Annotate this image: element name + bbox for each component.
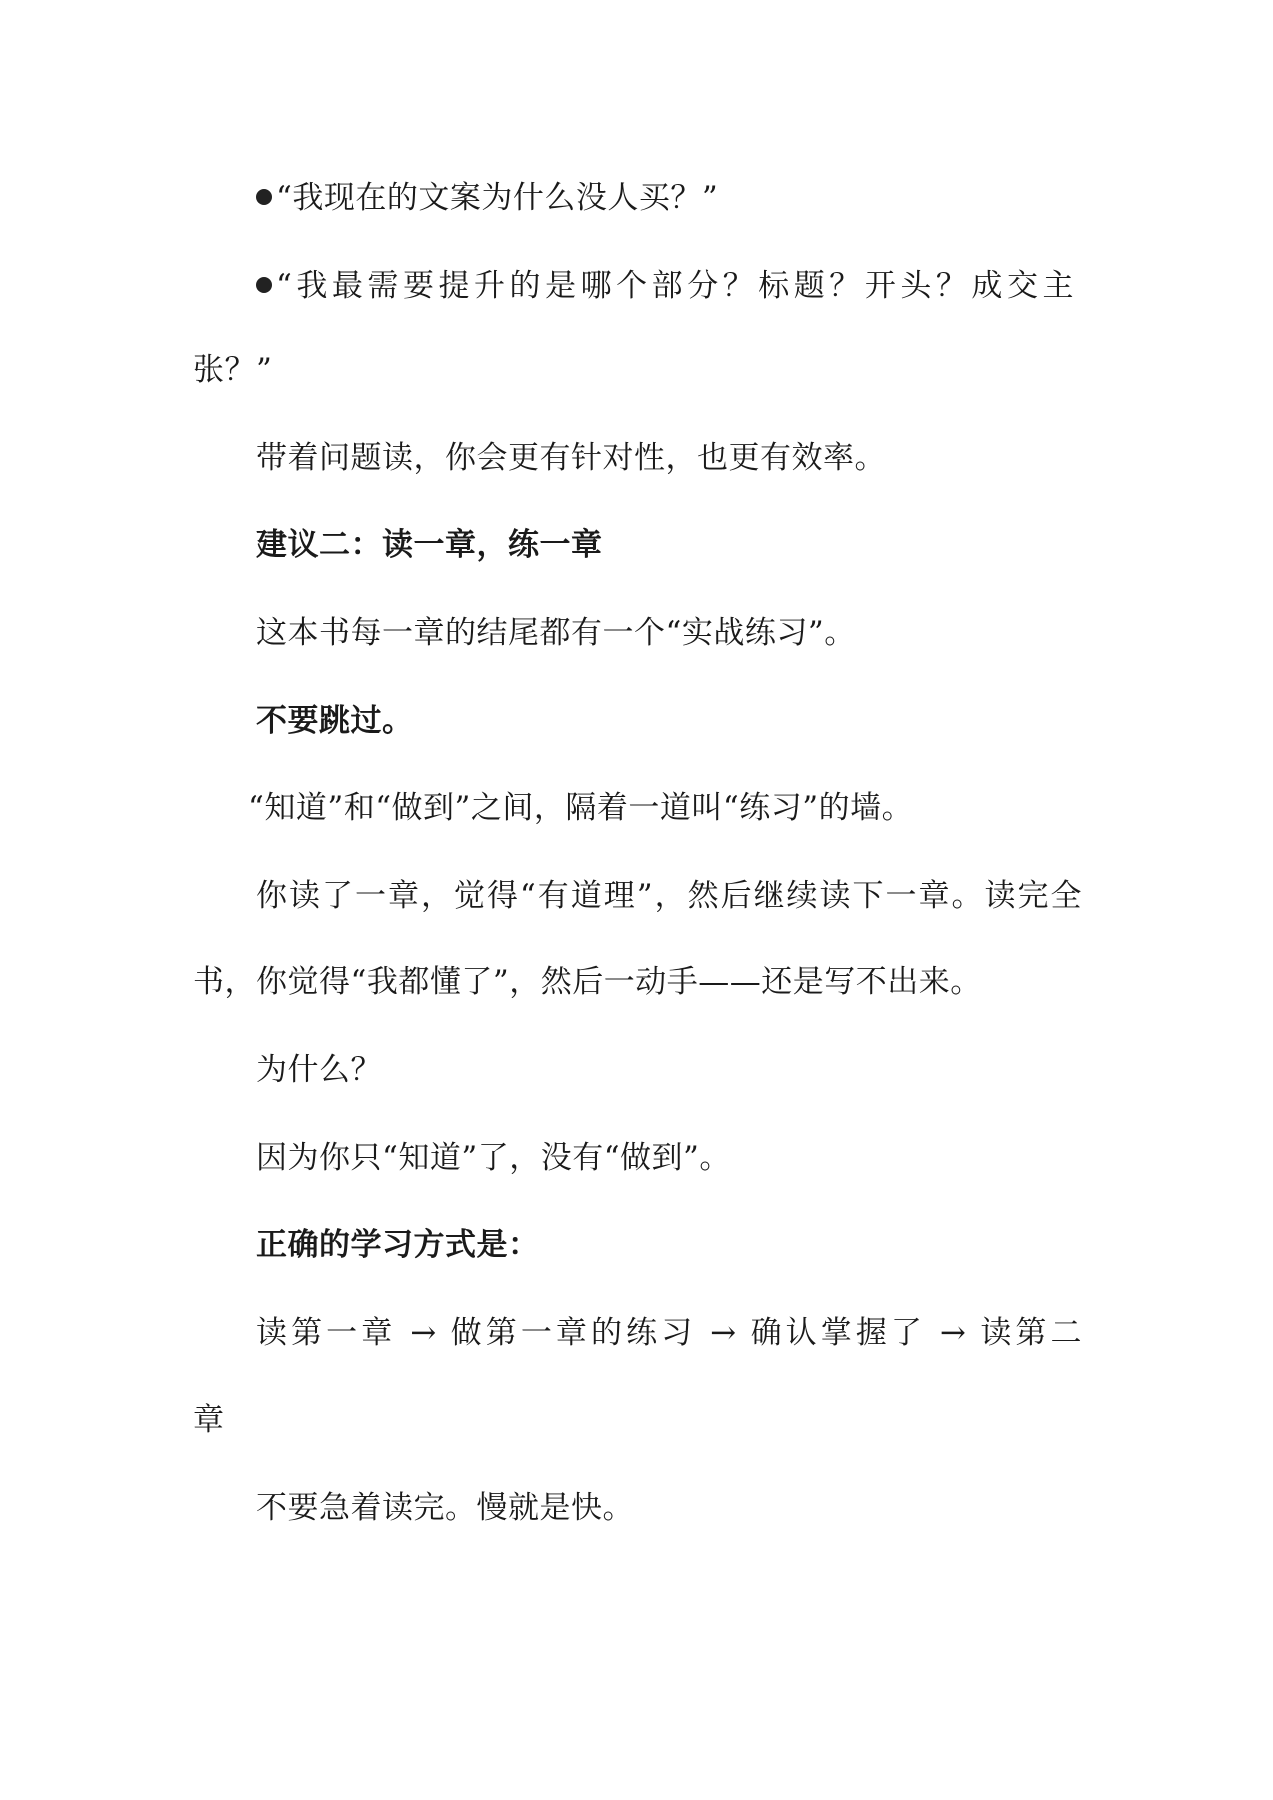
section-heading: 建议二：读一章，练一章 [256,527,603,563]
bullet-item-text: “我最需要提升的是哪个部分？标题？开头？成交主 [276,268,1074,304]
bullet-item-text: “我现在的文案为什么没人买？” [276,180,719,216]
paragraph: 带着问题读，你会更有针对性，也更有效率。 [256,440,886,476]
bullet-item-1 [256,178,718,218]
section-heading: 正确的学习方式是： [256,1227,540,1263]
paragraph-line-1: 读第一章 → 做第一章的练习 → 确认掌握了 → 读第二 [256,1315,1082,1351]
paragraph: 因为你只“知道”了，没有“做到”。 [256,1140,731,1176]
bullet-dot-icon [256,277,272,293]
paragraph-line-2: 章 [193,1402,225,1438]
bullet-item-2-line-2: 张？” [193,352,273,388]
emphasis-line: 不要跳过。 [256,703,414,739]
paragraph-line-2: 书，你觉得“我都懂了”，然后一动手——还是写不出来。 [193,964,982,1000]
paragraph: “知道”和“做到”之间，隔着一道叫“练习”的墙。 [248,790,914,826]
paragraph: 为什么？ [256,1052,382,1088]
bullet-dot-icon [256,189,272,205]
paragraph-line-1: 你读了一章，觉得“有道理”，然后继续读下一章。读完全 [256,878,1082,914]
bullet-item-2-line-1 [256,266,1074,306]
paragraph: 这本书每一章的结尾都有一个“实战练习”。 [256,615,856,651]
paragraph: 不要急着读完。慢就是快。 [256,1490,634,1526]
